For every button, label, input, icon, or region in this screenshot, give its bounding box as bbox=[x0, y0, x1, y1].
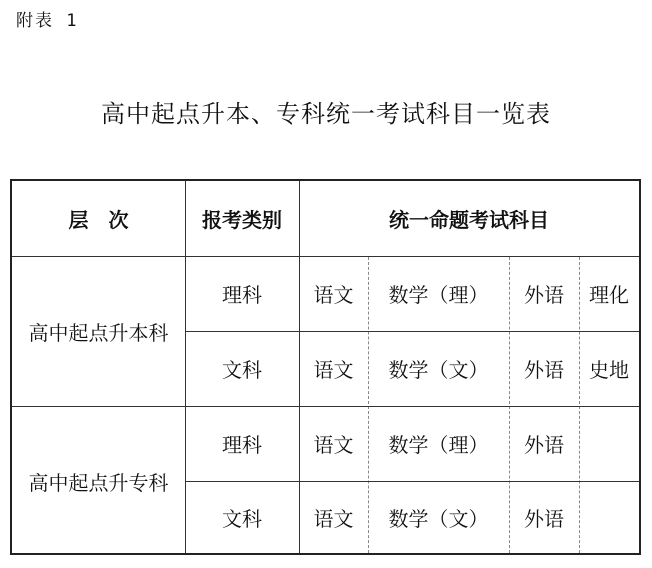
header-level: 层 次 bbox=[68, 208, 129, 232]
subject-cell: 外语 bbox=[524, 358, 564, 382]
subject-cell: 外语 bbox=[524, 283, 564, 307]
level-cell: 高中起点升本科 bbox=[28, 320, 169, 345]
subject-cell: 语文 bbox=[313, 283, 354, 307]
subject-cell bbox=[579, 481, 639, 553]
subject-cell: 语文 bbox=[313, 358, 354, 382]
category-cell: 文科 bbox=[222, 358, 262, 382]
header-subjects: 统一命题考试科目 bbox=[389, 208, 549, 232]
page-title: 高中起点升本、专科统一考试科目一览表 bbox=[101, 100, 551, 128]
subject-cell: 语文 bbox=[313, 506, 354, 531]
subject-cell: 数学（文） bbox=[388, 506, 489, 531]
appendix-label: 附表 1 bbox=[16, 11, 79, 31]
subject-cell: 数学（理） bbox=[388, 433, 489, 457]
subject-cell: 史地 bbox=[589, 358, 629, 382]
subject-cell: 理化 bbox=[589, 283, 629, 307]
subject-cell: 数学（理） bbox=[388, 283, 489, 307]
level-cell: 高中起点升专科 bbox=[28, 470, 169, 495]
category-cell: 文科 bbox=[222, 506, 262, 531]
header-category: 报考类别 bbox=[202, 208, 282, 232]
subject-cell bbox=[579, 406, 639, 481]
subjects-table bbox=[10, 179, 641, 555]
subject-cell: 语文 bbox=[313, 433, 354, 457]
subject-cell: 外语 bbox=[524, 506, 564, 531]
category-cell: 理科 bbox=[222, 433, 262, 457]
subject-cell: 外语 bbox=[524, 433, 564, 457]
subject-cell: 数学（文） bbox=[388, 358, 489, 382]
category-cell: 理科 bbox=[222, 283, 262, 307]
